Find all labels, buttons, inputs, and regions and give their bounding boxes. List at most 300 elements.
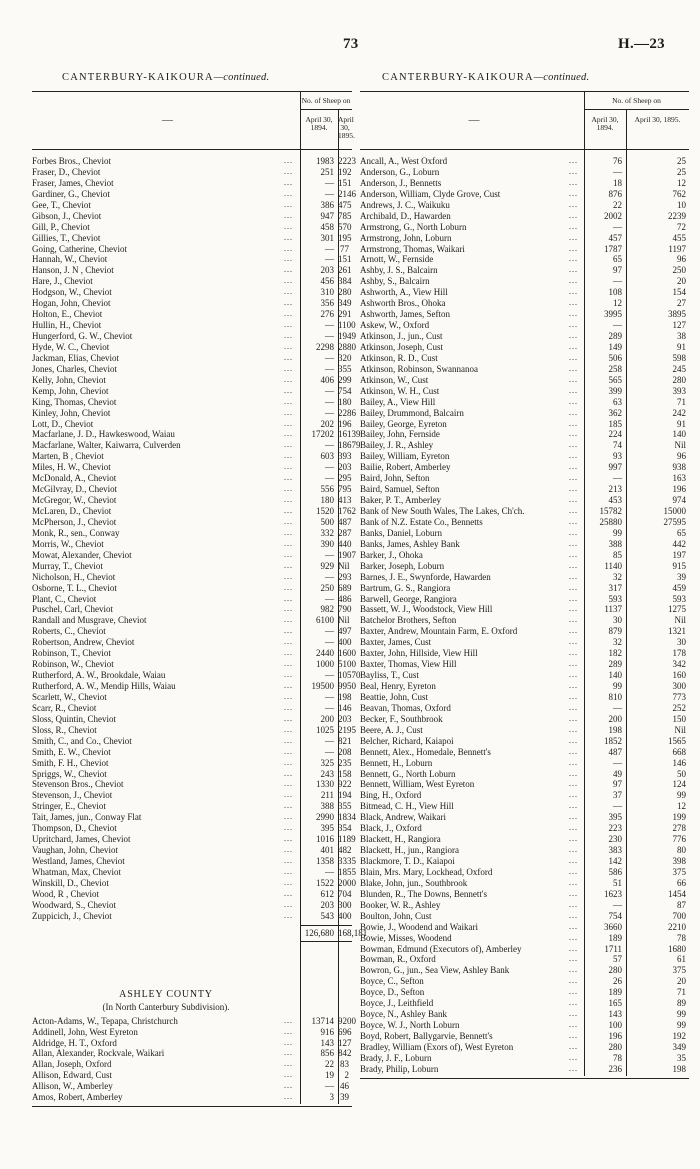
row-value-1894: 3 xyxy=(329,1092,334,1103)
row-name: Hogan, John, Cheviot xyxy=(32,298,111,309)
row-name: Brady, Philip, Loburn xyxy=(360,1063,439,1074)
row-name: Black, J., Oxford xyxy=(360,823,422,834)
table-row xyxy=(32,1070,352,1081)
row-value-1894: 189 xyxy=(608,932,622,943)
row-value-1894: — xyxy=(325,866,334,877)
table-row xyxy=(32,287,352,298)
row-leader-dots: ... xyxy=(569,921,578,931)
row-name: Smith, C., and Co., Cheviot xyxy=(32,735,132,746)
row-value-1895: 50 xyxy=(677,768,686,779)
row-leader-dots: ... xyxy=(284,341,293,351)
row-name: Jackman, Elias, Cheviot xyxy=(32,352,119,363)
row-name: Atkinson, W., Cust xyxy=(360,374,429,385)
row-value-1894: 399 xyxy=(608,385,622,396)
header-sheep-on: No. of Sheep on xyxy=(301,96,351,105)
row-leader-dots: ... xyxy=(284,724,293,734)
row-leader-dots: ... xyxy=(284,516,293,526)
row-leader-dots: ... xyxy=(569,582,578,592)
row-name: Robinson, T., Cheviot xyxy=(32,648,111,659)
row-leader-dots: ... xyxy=(569,691,578,701)
row-name: Gibson, J., Cheviot xyxy=(32,210,102,221)
row-value-1895: 87 xyxy=(677,899,686,910)
table-row xyxy=(32,823,352,834)
row-leader-dots: ... xyxy=(569,232,578,242)
row-value-1895: 96 xyxy=(677,451,686,462)
row-leader-dots: ... xyxy=(284,593,293,603)
row-value-1894: — xyxy=(325,188,334,199)
row-value-1894: 18 xyxy=(613,177,622,188)
row-value-1894: 182 xyxy=(608,648,622,659)
table-row xyxy=(32,681,356,692)
row-name: Ashworth, A., View Hill xyxy=(360,287,448,298)
row-value-1895: 96 xyxy=(677,254,686,265)
row-name: Baxter, Thomas, View Hill xyxy=(360,659,457,670)
row-name: Hyde, W. C., Cheviot xyxy=(32,341,110,352)
row-value-1894: 49 xyxy=(613,768,622,779)
row-leader-dots: ... xyxy=(569,670,578,680)
row-leader-dots: ... xyxy=(284,823,293,833)
row-leader-dots: ... xyxy=(284,648,293,658)
row-value-1894: 456 xyxy=(320,276,334,287)
section-title-continued: —continued. xyxy=(213,72,270,83)
row-value-1894: 506 xyxy=(608,352,622,363)
row-value-1895: 89 xyxy=(677,998,686,1009)
row-name: McGilvray, D., Cheviot xyxy=(32,484,118,495)
row-value-1894: 32 xyxy=(613,637,622,648)
table-row xyxy=(360,922,689,933)
row-name: Archibald, D., Hawarden xyxy=(360,210,451,221)
row-leader-dots: ... xyxy=(569,385,578,395)
row-name: Atkinson, Joseph, Cust xyxy=(360,341,444,352)
row-name: Tait, James, jun., Conway Flat xyxy=(32,812,142,823)
row-value-1895: Nil xyxy=(674,724,686,735)
row-value-1895: 974 xyxy=(672,495,686,506)
row-name: Barker, Joseph, Loburn xyxy=(360,560,445,571)
row-name: Hanson, J. N , Cheviot xyxy=(32,265,114,276)
row-value-1894: 85 xyxy=(613,549,622,560)
row-value-1895: Nil xyxy=(674,615,686,626)
row-value-1894: — xyxy=(325,396,334,407)
row-value-1895: 349 xyxy=(672,1041,686,1052)
table-row xyxy=(360,998,689,1009)
row-leader-dots: ... xyxy=(569,243,578,253)
row-value-1895: 1189 xyxy=(338,834,356,845)
table-row xyxy=(32,331,356,342)
row-value-1895: 3895 xyxy=(668,309,686,320)
row-name: Robinson, W., Cheviot xyxy=(32,659,114,670)
row-name: Beere, A. J., Cust xyxy=(360,724,423,735)
row-value-1895: 393 xyxy=(672,385,686,396)
row-name: Bowron, G., jun., Sea View, Ashley Bank xyxy=(360,965,510,976)
row-leader-dots: ... xyxy=(569,932,578,942)
row-leader-dots: ... xyxy=(284,637,293,647)
table-row xyxy=(360,976,689,987)
row-value-1895: 9200 xyxy=(338,1015,356,1026)
row-value-1895: 696 xyxy=(338,1026,352,1037)
row-leader-dots: ... xyxy=(569,156,578,165)
row-value-1895: 197 xyxy=(672,549,686,560)
row-name: Addinell, John, West Eyreton xyxy=(32,1026,138,1037)
row-value-1894: 401 xyxy=(320,845,334,856)
row-value-1895: 1762 xyxy=(338,506,356,516)
row-value-1895: 570 xyxy=(338,221,352,232)
row-name: Robertson, Andrew, Cheviot xyxy=(32,637,135,648)
row-leader-dots: ... xyxy=(284,1059,293,1069)
table-row xyxy=(32,298,352,309)
subtotal-rule xyxy=(300,925,352,926)
row-leader-dots: ... xyxy=(284,527,293,537)
row-name: Blackmore, T. D., Kaiapoi xyxy=(360,856,455,866)
row-value-1894: 2990 xyxy=(316,812,334,823)
table-row xyxy=(360,965,689,976)
table-row xyxy=(360,375,689,386)
row-value-1895: 295 xyxy=(338,473,352,484)
row-leader-dots: ... xyxy=(569,363,578,373)
row-name: Sloss, R., Cheviot xyxy=(32,724,97,735)
row-value-1894: 1787 xyxy=(604,243,622,254)
row-value-1895: 291 xyxy=(338,309,352,320)
table-row xyxy=(360,539,689,550)
row-name: Macfarlane, Walter, Kaiwarra, Culverden xyxy=(32,440,181,451)
row-value-1894: 301 xyxy=(320,232,334,243)
row-value-1895: 208 xyxy=(338,746,352,757)
row-value-1894: 1016 xyxy=(316,834,334,845)
row-value-1895: 27 xyxy=(677,298,686,309)
row-name: Allan, Alexander, Rockvale, Waikari xyxy=(32,1048,165,1059)
page-reference: H.—23 xyxy=(618,36,665,52)
table-row xyxy=(32,1081,352,1092)
row-value-1895: 99 xyxy=(677,790,686,801)
row-value-1895: 689 xyxy=(338,582,352,593)
row-name: Atkinson, R. D., Cust xyxy=(360,352,438,363)
row-value-1894: 198 xyxy=(608,724,622,735)
section-title-continued: —continued. xyxy=(533,72,590,83)
table-row xyxy=(32,648,356,659)
table-row xyxy=(32,506,356,517)
row-leader-dots: ... xyxy=(284,735,293,745)
table-row xyxy=(360,900,689,911)
row-value-1895: 242 xyxy=(672,407,686,418)
row-value-1894: 143 xyxy=(608,1009,622,1020)
table-row xyxy=(32,889,352,900)
row-value-1894: 2002 xyxy=(604,210,622,221)
row-leader-dots: ... xyxy=(569,823,578,833)
row-value-1895: 355 xyxy=(338,801,352,812)
row-leader-dots: ... xyxy=(569,702,578,712)
row-leader-dots: ... xyxy=(569,287,578,297)
row-name: Allison, W., Amberley xyxy=(32,1081,113,1092)
row-value-1895: 762 xyxy=(672,188,686,199)
row-value-1895: 668 xyxy=(672,746,686,757)
row-value-1895: 38 xyxy=(677,331,686,341)
row-value-1894: 97 xyxy=(613,265,622,276)
row-value-1894: 99 xyxy=(613,681,622,691)
table-row xyxy=(360,429,689,440)
row-leader-dots: ... xyxy=(284,156,293,165)
row-leader-dots: ... xyxy=(569,954,578,964)
row-name: Gardiner, G., Cheviot xyxy=(32,188,110,199)
row-value-1894: 74 xyxy=(613,440,622,451)
row-value-1894: 202 xyxy=(320,418,334,429)
row-leader-dots: ... xyxy=(569,648,578,658)
table-row xyxy=(32,276,352,287)
table-row xyxy=(360,189,689,200)
table-row xyxy=(360,845,689,856)
row-value-1894: 1140 xyxy=(604,560,622,571)
table-row xyxy=(32,724,356,736)
row-leader-dots: ... xyxy=(284,1048,293,1058)
table-row xyxy=(360,473,689,484)
row-leader-dots: ... xyxy=(569,724,578,734)
row-value-1894: 143 xyxy=(320,1037,334,1048)
row-value-1894: 65 xyxy=(613,254,622,265)
row-leader-dots: ... xyxy=(569,998,578,1008)
row-value-1895: 72 xyxy=(677,221,686,232)
row-name: Batchelor Brothers, Sefton xyxy=(360,615,457,626)
row-value-1895: 16139 xyxy=(338,429,361,440)
row-name: Bowman, Edmund (Executors of), Amberley xyxy=(360,943,522,954)
row-name: Scarlett, W., Cheviot xyxy=(32,691,107,702)
row-value-1894: 1358 xyxy=(316,856,334,866)
row-value-1894: 879 xyxy=(608,626,622,637)
row-value-1895: 154 xyxy=(672,287,686,298)
row-leader-dots: ... xyxy=(569,779,578,789)
table-row xyxy=(32,626,352,637)
row-value-1894: 1852 xyxy=(604,735,622,746)
row-leader-dots: ... xyxy=(569,735,578,745)
row-name: Winskill, D., Cheviot xyxy=(32,877,109,888)
row-value-1895: 455 xyxy=(672,232,686,243)
row-value-1895: Nil xyxy=(338,560,350,571)
row-value-1894: — xyxy=(613,801,622,812)
row-value-1894: 1025 xyxy=(316,724,334,735)
row-value-1895: 1321 xyxy=(668,626,686,637)
row-value-1895: 300 xyxy=(338,899,352,910)
row-value-1894: 3995 xyxy=(604,309,622,320)
row-value-1894: 15782 xyxy=(599,506,622,516)
row-value-1894: 200 xyxy=(320,713,334,724)
row-value-1894: 1000 xyxy=(316,659,334,670)
row-value-1895: 146 xyxy=(338,702,352,713)
row-value-1895: 91 xyxy=(677,341,686,352)
table-row xyxy=(360,309,689,320)
row-name: Nicholson, H., Cheviot xyxy=(32,571,116,582)
row-value-1894: — xyxy=(613,166,622,177)
row-leader-dots: ... xyxy=(284,374,293,384)
row-value-1895: 287 xyxy=(338,527,352,538)
table-row xyxy=(32,364,352,375)
row-name: Baxter, Andrew, Mountain Farm, E. Oxford xyxy=(360,626,518,637)
row-value-1895: 1565 xyxy=(668,735,686,746)
row-name: McGregor, W., Cheviot xyxy=(32,495,117,506)
row-leader-dots: ... xyxy=(284,199,293,209)
row-name: Boyce, C., Sefton xyxy=(360,976,424,987)
column-rule-2 xyxy=(626,150,627,1076)
row-name: Amos, Robert, Amberley xyxy=(32,1092,123,1103)
table-row xyxy=(32,834,356,845)
row-value-1895: 384 xyxy=(338,276,352,287)
row-value-1895: 151 xyxy=(338,177,352,188)
table-row xyxy=(360,637,689,648)
table-header xyxy=(360,91,689,150)
row-leader-dots: ... xyxy=(569,265,578,275)
row-value-1895: 192 xyxy=(672,1031,686,1041)
row-value-1894: 17202 xyxy=(311,429,334,440)
row-leader-dots: ... xyxy=(569,1063,578,1073)
row-value-1895: 39 xyxy=(677,571,686,582)
row-name: Bailey, William, Eyreton xyxy=(360,451,450,462)
row-name: Bailey, George, Eyreton xyxy=(360,418,447,429)
section-title xyxy=(62,72,269,83)
row-name: Andrews, J. C., Waikuku xyxy=(360,199,450,210)
row-value-1895: 192 xyxy=(338,166,352,177)
row-leader-dots: ... xyxy=(284,396,293,406)
row-name: Ashworth Bros., Ohoka xyxy=(360,298,446,309)
row-value-1894: 1623 xyxy=(604,888,622,899)
row-value-1894: 565 xyxy=(608,374,622,385)
row-value-1895: 475 xyxy=(338,199,352,210)
row-leader-dots: ... xyxy=(284,877,293,887)
table-row xyxy=(32,397,352,408)
row-value-1895: 2146 xyxy=(338,188,356,199)
row-value-1895: 482 xyxy=(338,845,352,856)
table-row xyxy=(32,244,352,255)
row-name: Barnes, J. E., Swynforde, Hawarden xyxy=(360,571,491,582)
table-row xyxy=(32,845,352,856)
row-leader-dots: ... xyxy=(284,856,293,865)
row-value-1895: 598 xyxy=(672,352,686,363)
row-leader-dots: ... xyxy=(284,166,293,176)
header-divider-2 xyxy=(626,109,627,149)
row-value-1894: 356 xyxy=(320,298,334,309)
row-name: Becker, F., Southbrook xyxy=(360,713,443,724)
table-row xyxy=(360,211,689,222)
row-leader-dots: ... xyxy=(284,385,293,395)
row-leader-dots: ... xyxy=(284,779,293,789)
row-name: Bradley, William (Exors of), West Eyreton xyxy=(360,1041,514,1052)
table-row xyxy=(360,594,689,605)
row-value-1894: 100 xyxy=(608,1020,622,1031)
row-leader-dots: ... xyxy=(569,276,578,286)
row-value-1895: 2286 xyxy=(338,407,356,418)
table-row xyxy=(360,944,689,955)
row-value-1895: 10570 xyxy=(338,670,361,681)
table-row xyxy=(32,473,352,484)
table-row xyxy=(360,244,689,255)
header-sheep-rule xyxy=(300,109,352,110)
row-name: Banks, Daniel, Loburn xyxy=(360,527,442,538)
header-year-1894: April 30, 1894. xyxy=(591,115,619,132)
row-leader-dots: ... xyxy=(284,440,293,450)
table-row xyxy=(360,626,689,637)
row-leader-dots: ... xyxy=(284,429,293,439)
row-name: Forbes Bros., Cheviot xyxy=(32,156,112,166)
row-leader-dots: ... xyxy=(284,812,293,822)
section-title-text: CANTERBURY-KAIKOURA xyxy=(62,72,214,83)
row-value-1894: 2440 xyxy=(316,648,334,659)
row-value-1895: 99 xyxy=(677,1020,686,1031)
table-row xyxy=(360,451,689,462)
row-value-1894: 362 xyxy=(608,407,622,418)
row-leader-dots: ... xyxy=(284,691,293,701)
row-name: Zuppicich, J., Cheviot xyxy=(32,910,112,921)
table-row xyxy=(360,779,689,790)
row-value-1895: 278 xyxy=(672,823,686,834)
row-leader-dots: ... xyxy=(569,221,578,231)
row-name: Boulton, John, Cust xyxy=(360,910,432,921)
row-value-1894: — xyxy=(325,1081,334,1092)
row-leader-dots: ... xyxy=(284,331,293,340)
row-value-1894: 395 xyxy=(320,823,334,834)
row-value-1894: 332 xyxy=(320,527,334,538)
row-value-1895: 124 xyxy=(672,779,686,790)
row-name: Bennett, G., North Loburn xyxy=(360,768,456,779)
row-name: Going, Catherine, Cheviot xyxy=(32,243,127,254)
row-value-1895: 1197 xyxy=(668,243,686,254)
row-value-1894: 1330 xyxy=(316,779,334,790)
row-value-1894: — xyxy=(613,276,622,287)
section-title xyxy=(382,72,589,83)
table-row xyxy=(360,615,689,626)
row-leader-dots: ... xyxy=(569,495,578,505)
table-row xyxy=(360,200,689,211)
row-value-1895: 196 xyxy=(672,484,686,495)
row-leader-dots: ... xyxy=(284,210,293,220)
row-name: Blain, Mrs. Mary, Lockhead, Oxford xyxy=(360,866,493,877)
row-value-1895: 65 xyxy=(677,527,686,538)
row-name: Bailey, Drummond, Balcairn xyxy=(360,407,464,418)
row-leader-dots: ... xyxy=(284,768,293,778)
row-name: Bitmead, C. H., View Hill xyxy=(360,801,454,812)
table-row xyxy=(32,692,352,703)
table-row xyxy=(360,462,689,473)
row-value-1894: 76 xyxy=(613,156,622,166)
row-value-1895: 922 xyxy=(338,779,352,790)
row-value-1894: — xyxy=(325,691,334,702)
row-leader-dots: ... xyxy=(284,670,293,680)
row-value-1894: 603 xyxy=(320,451,334,462)
row-name: Murray, T., Cheviot xyxy=(32,560,103,571)
page-number: 73 xyxy=(343,36,359,52)
table-row xyxy=(360,408,689,419)
row-name: Atkinson, W. H., Cust xyxy=(360,385,440,396)
table-row xyxy=(32,495,352,506)
column-rule-1 xyxy=(300,150,301,1104)
table-row xyxy=(32,637,352,648)
row-name: McDonald, A., Cheviot xyxy=(32,473,117,484)
table-row xyxy=(360,867,689,878)
row-leader-dots: ... xyxy=(569,877,578,887)
row-leader-dots: ... xyxy=(569,188,578,198)
table-row xyxy=(360,790,689,801)
row-name: Vaughan, John, Cheviot xyxy=(32,845,118,856)
row-name: Boyce, D., Sefton xyxy=(360,987,425,998)
row-value-1894: 108 xyxy=(608,287,622,298)
row-name: Bowie, J., Woodend and Waikari xyxy=(360,921,478,932)
row-name: Ashworth, James, Sefton xyxy=(360,309,450,320)
row-name: Allison, Edward, Cust xyxy=(32,1070,112,1081)
row-name: Banks, James, Ashley Bank xyxy=(360,538,460,549)
row-name: Baird, Samuel, Sefton xyxy=(360,484,440,495)
row-value-1894: 500 xyxy=(320,516,334,527)
row-value-1894: — xyxy=(613,320,622,331)
row-value-1895: 400 xyxy=(338,910,352,921)
row-name: Anderson, G., Loburn xyxy=(360,166,440,177)
row-value-1895: 180 xyxy=(338,396,352,407)
row-leader-dots: ... xyxy=(569,451,578,461)
row-leader-dots: ... xyxy=(284,538,293,548)
row-value-1895: 5100 xyxy=(338,659,356,670)
